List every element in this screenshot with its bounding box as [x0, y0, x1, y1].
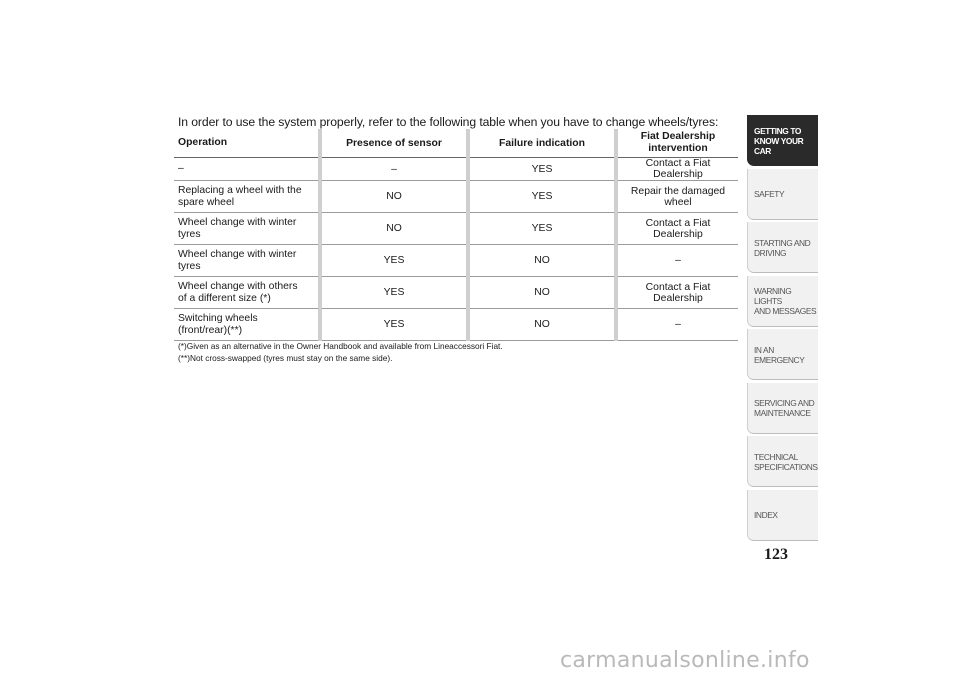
tab-warning-lights[interactable]	[747, 276, 818, 327]
cell-intervention: Contact a Fiat Dealership	[616, 277, 738, 309]
tab-label: SAFETY	[754, 189, 785, 199]
table-header-row	[174, 129, 738, 158]
tab-label: SERVICING AND MAINTENANCE	[754, 398, 815, 418]
cell-operation: Wheel change with others of a different size (*)	[174, 277, 320, 309]
cell-operation: Replacing a wheel with the spare wheel	[174, 181, 320, 213]
tab-label: WARNING LIGHTS AND MESSAGES	[754, 286, 817, 316]
cell-failure: YES	[468, 213, 616, 245]
footnote-not-cross-swapped: (**)Not cross-swapped (tyres must stay on the same side).	[178, 353, 393, 363]
tab-getting-to-know-your-car[interactable]	[747, 115, 818, 166]
tab-servicing-and-maintenance[interactable]	[747, 383, 818, 434]
cell-intervention: –	[616, 245, 738, 277]
footnote-alternative-size: (*)Given as an alternative in the Owner Handbook and available from Lineaccessori Fiat.	[178, 341, 503, 351]
tab-label: GETTING TO KNOW YOUR CAR	[754, 125, 804, 156]
cell-failure: YES	[468, 158, 616, 181]
cell-operation: Wheel change with winter tyres	[174, 245, 320, 277]
cell-presence: –	[320, 158, 468, 181]
cell-failure: YES	[468, 181, 616, 213]
table-row	[174, 277, 738, 309]
cell-intervention: –	[616, 309, 738, 341]
table-row	[174, 181, 738, 213]
cell-presence: YES	[320, 277, 468, 309]
footnotes	[178, 340, 503, 364]
table-row	[174, 245, 738, 277]
cell-presence: NO	[320, 181, 468, 213]
watermark: carmanualsonline.info	[560, 648, 810, 673]
cell-failure: NO	[468, 245, 616, 277]
tab-in-an-emergency[interactable]	[747, 329, 818, 380]
cell-failure: NO	[468, 277, 616, 309]
tab-label: IN AN EMERGENCY	[754, 344, 805, 365]
tab-safety[interactable]	[747, 169, 818, 220]
cell-intervention: Contact a Fiat Dealership	[616, 158, 738, 181]
header-dealership-intervention: Fiat Dealership intervention	[616, 129, 738, 158]
tab-technical-specifications[interactable]	[747, 436, 818, 487]
table-row	[174, 309, 738, 341]
cell-operation: Switching wheels (front/rear)(**)	[174, 309, 320, 341]
header-presence-of-sensor: Presence of sensor	[320, 129, 468, 158]
cell-presence: NO	[320, 213, 468, 245]
header-failure-indication: Failure indication	[468, 129, 616, 158]
cell-operation: Wheel change with winter tyres	[174, 213, 320, 245]
tab-label: INDEX	[754, 510, 778, 520]
wheel-change-table	[174, 129, 738, 341]
cell-presence: YES	[320, 245, 468, 277]
intro-text: In order to use the system properly, refer to the following table when you have to change wheels/tyres:	[178, 115, 719, 129]
tab-starting-and-driving[interactable]	[747, 222, 818, 273]
tab-label: TECHNICAL SPECIFICATIONS	[754, 451, 818, 472]
cell-intervention: Repair the damaged wheel	[616, 181, 738, 213]
cell-presence: YES	[320, 309, 468, 341]
tab-index[interactable]	[747, 490, 818, 541]
cell-intervention: Contact a Fiat Dealership	[616, 213, 738, 245]
tab-label: STARTING AND DRIVING	[754, 237, 811, 258]
header-operation: Operation	[174, 129, 320, 158]
chapter-tabs	[747, 115, 818, 543]
cell-failure: NO	[468, 309, 616, 341]
table-row	[174, 213, 738, 245]
cell-operation: –	[174, 158, 320, 181]
table-row	[174, 158, 738, 181]
page-number: 123	[764, 546, 788, 563]
